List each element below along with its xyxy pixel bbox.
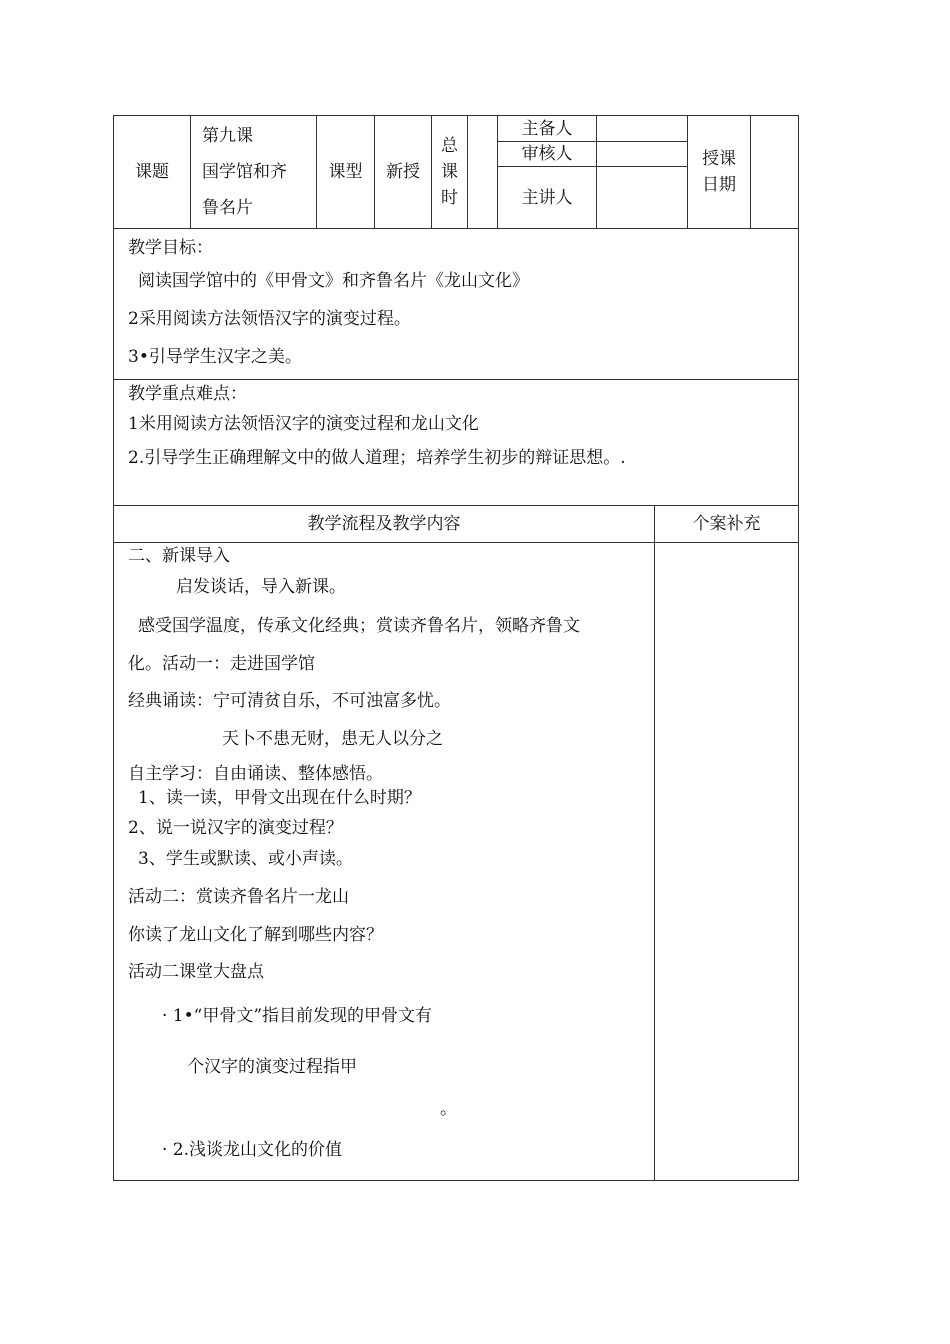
review-label: 审核人	[521, 144, 573, 164]
process-line: 活动二课堂大盘点	[128, 962, 264, 982]
date-label	[688, 116, 750, 228]
type-value: 新授	[386, 162, 420, 182]
process-line: 感受国学温度，传承文化经典；赏读齐鲁名片，领略齐鲁文	[138, 616, 580, 636]
process-line: 活动二：赏读齐鲁名片一龙山	[128, 887, 349, 907]
row-divider-process-header	[113, 542, 799, 543]
date-label-line: 授课	[702, 149, 736, 169]
date-label-line: 日期	[702, 175, 736, 195]
row-divider-header	[113, 228, 799, 229]
hours-label-char: 时	[441, 188, 458, 208]
process-col-line	[654, 505, 655, 1180]
hours-value	[468, 116, 497, 228]
hours-label-char: 总	[441, 136, 458, 156]
goal-item: 3•引导学生汉字之美。	[128, 347, 302, 367]
lecturer-value	[597, 167, 687, 228]
process-line: · 1•“甲骨文”指目前发现的甲骨文有	[162, 1006, 433, 1026]
hours-label-char: 课	[441, 162, 458, 182]
prep-value	[597, 116, 687, 141]
topic-value	[202, 116, 314, 228]
keypoint-item: 2.引导学生正确理解文中的做人道理；培养学生初步的辩证思想。.	[128, 448, 626, 468]
table-border-right	[798, 115, 799, 1181]
keypoints-title: 教学重点难点：	[128, 384, 247, 404]
process-line: 天卜不患无财，患无人以分之	[222, 729, 443, 749]
keypoint-item: 1米用阅读方法领悟汉字的演变过程和龙山文化	[128, 414, 479, 434]
goal-item: 阅读国学馆中的《甲骨文》和齐鲁名片《龙山文化》	[138, 271, 529, 291]
topic-label: 课题	[135, 162, 169, 182]
lecturer-label: 主讲人	[521, 187, 573, 208]
header-col-line	[190, 115, 191, 228]
goal-item: 2采用阅读方法领悟汉字的演变过程。	[128, 309, 411, 329]
date-value	[751, 116, 798, 228]
process-line: 2、说一说汉字的演变过程？	[128, 818, 343, 838]
process-line: 个汉字的演变过程指甲	[187, 1057, 357, 1077]
process-line: 。	[440, 1099, 457, 1119]
row-divider-goals	[113, 379, 799, 380]
goals-title: 教学目标：	[128, 238, 213, 258]
review-value	[597, 142, 687, 166]
process-line: 3、学生或默读、或小声读。	[138, 849, 353, 869]
process-line: 经典诵读：宁可清贫自乐，不可浊富多忧。	[128, 691, 451, 711]
topic-line: 国学馆和齐	[202, 162, 287, 182]
table-border-left	[113, 115, 114, 1181]
table-border-bottom	[113, 1180, 799, 1181]
topic-line: 鲁名片	[202, 198, 253, 218]
process-line: 你读了龙山文化了解到哪些内容？	[128, 925, 383, 945]
hours-label	[432, 116, 467, 228]
process-line: 二、新课导入	[128, 546, 230, 566]
process-header-main: 教学流程及教学内容	[307, 514, 461, 534]
process-line: 化。活动一：走进国学馆	[128, 654, 315, 674]
process-line: · 2.浅谈龙山文化的价值	[162, 1140, 343, 1160]
topic-line: 第九课	[202, 126, 253, 146]
process-line: 启发谈话，导入新课。	[176, 577, 346, 597]
process-line: 1、读一读，甲骨文出现在什么时期？	[138, 788, 421, 808]
process-header-side: 个案补充	[692, 514, 761, 534]
process-line: 自主学习：自由诵读、整体感悟。	[128, 764, 383, 784]
prep-label: 主备人	[521, 118, 573, 139]
type-label: 课型	[328, 162, 363, 182]
